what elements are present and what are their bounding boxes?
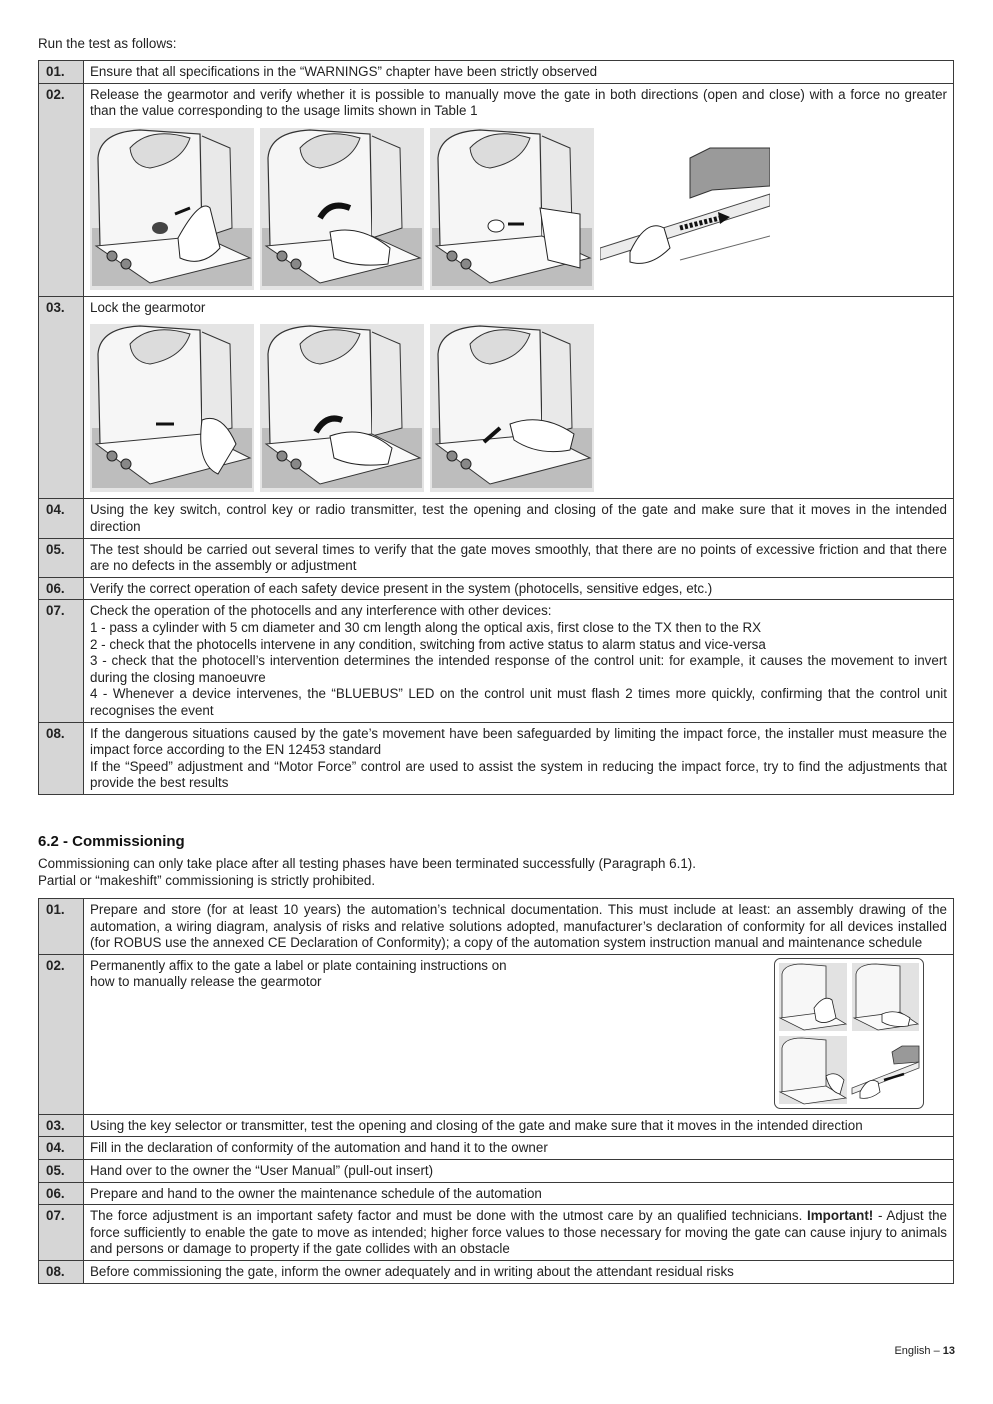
step-line: The test should be carried out several times to verify that the gate moves smoothly, that there are no points of excessive friction and that there are no defects in the assembly or adjustment [90, 541, 947, 574]
step-text: Using the key selector or transmitter, test the opening and closing of the gate and make sure that it moves in the intended direction [84, 1114, 954, 1137]
important-label: Important! [807, 1208, 874, 1224]
step-number: 04. [39, 1137, 84, 1160]
table-row [39, 1260, 954, 1283]
step-number: 06. [39, 1182, 84, 1205]
table-row [39, 1182, 954, 1205]
step-line: 1 - pass a cylinder with 5 cm diameter and 30 cm length along the optical axis, first close to the TX then to the RX [90, 619, 762, 635]
section-heading: 6.2 - Commissioning [38, 833, 185, 850]
step-line: 3 - check that the photocell’s intervention determines the intended response of the control unit: for example, it causes the movement to invert during the closing manoeuvre [90, 653, 947, 685]
step-text [84, 296, 954, 499]
step-text: Hand over to the owner the “User Manual” (pull-out insert) [84, 1159, 954, 1182]
step-line: 2 - check that the photocells intervene in any condition, switching from active status to alarm status and vice-versa [90, 636, 766, 652]
step-number: 07. [39, 1205, 84, 1261]
gearmotor-lock-illustration-3 [430, 324, 594, 492]
testing-steps-table [38, 60, 954, 795]
step-number: 08. [39, 722, 84, 794]
step-text-part: - Adjust the force sufficiently to enable the gate to move as intended; higher force values to those necessary for moving the gate can cause injury to animals and persons or damage to property if the gate collides with an obstacle [90, 1208, 947, 1257]
step-line: 4 - Whenever a device intervenes, the “BLUEBUS” LED on the control unit must flash 2 times more quickly, confirming that the control unit recognises the event [90, 686, 947, 718]
table-row [39, 899, 954, 955]
step-line: Using the key switch, control key or radio transmitter, test the opening and closing of the gate and make sure that it moves in the intended direction [90, 502, 947, 534]
step-text-label: Permanently affix to the gate a label or plate containing instructions on how to manually release the gearmotor [90, 957, 507, 990]
gearmotor-release-illustration-1 [90, 128, 254, 290]
gearmotor-release-illustration-2 [260, 128, 424, 290]
step-line: If the “Speed” adjustment and “Motor Force” control are used to assist the system in reducing the impact force, try to find the adjustments that provide the best results [90, 758, 947, 791]
table-row [39, 1159, 954, 1182]
table-row [39, 1205, 954, 1261]
table-row [39, 83, 954, 296]
step-text [84, 61, 954, 84]
step-number: 04. [39, 499, 84, 538]
step-line: Lock the gearmotor [90, 299, 206, 315]
step-line: Ensure that all specifications in the “WARNINGS” chapter have been strictly observed [90, 64, 598, 79]
table-row [39, 538, 954, 577]
step-text [84, 1205, 954, 1261]
step-text [84, 577, 954, 600]
step-line: If the dangerous situations caused by the gate’s movement have been safeguarded by limiting the impact force, the installer must measure the impact force according to the EN 12453 standard [90, 725, 947, 758]
page-footer [894, 1343, 955, 1360]
gearmotor-release-illustration-3 [430, 128, 594, 290]
commissioning-paragraph: Commissioning can only take place after all testing phases have been terminated successfully (Paragraph 6.1). [38, 856, 696, 871]
step-number: 05. [39, 538, 84, 577]
table-row [39, 61, 954, 84]
step-text: Fill in the declaration of conformity of the automation and hand it to the owner [84, 1137, 954, 1160]
table-row [39, 499, 954, 538]
step-text [84, 499, 954, 538]
page-number: 13 [942, 1345, 955, 1357]
step-number: 07. [39, 600, 84, 722]
footer-language: English – [894, 1345, 943, 1357]
lock-illustrations [90, 324, 947, 492]
step-text: Prepare and hand to the owner the maintenance schedule of the automation [84, 1182, 954, 1205]
step-number: 08. [39, 1260, 84, 1283]
step-number: 06. [39, 577, 84, 600]
gearmotor-lock-illustration-2 [260, 324, 424, 492]
step-number: 01. [39, 61, 84, 84]
step-line: Release the gearmotor and verify whether it is possible to manually move the gate in both directions (open and close) with a force no greater than the value corresponding to the usage limits shown in Table 1 [90, 86, 947, 119]
step-number: 03. [39, 1114, 84, 1137]
release-instructions-label-illustration [774, 958, 924, 1109]
intro-text: Run the test as follows: [38, 36, 177, 51]
table-row [39, 722, 954, 794]
step-number: 02. [39, 954, 84, 1114]
release-illustrations [90, 128, 947, 290]
gate-manual-push-illustration [600, 128, 770, 290]
table-row [39, 577, 954, 600]
table-row [39, 954, 954, 1114]
step-number: 05. [39, 1159, 84, 1182]
step-line: Verify the correct operation of each safety device present in the system (photocells, sensitive edges, etc.) [90, 580, 713, 596]
step-line: Check the operation of the photocells and any interference with other devices: [90, 603, 552, 619]
step-number: 03. [39, 296, 84, 499]
table-row [39, 600, 954, 722]
gearmotor-lock-illustration-1 [90, 324, 254, 492]
table-row [39, 296, 954, 499]
step-text [84, 83, 954, 296]
step-text [84, 954, 954, 1114]
commissioning-paragraph: Partial or “makeshift” commissioning is strictly prohibited. [38, 873, 376, 888]
step-text: Prepare and store (for at least 10 years) the automation’s technical documentation. This must include at least: an assembly drawing of the automation, a wiring diagram, analysis of risks and relative solutions adopted, manufacturer’s declaration of conformity for all devices installed (for ROBUS use the annexed CE Declaration of Conformity); a copy of the automation system instruction manual and maintenance schedule [84, 899, 954, 955]
step-text [84, 600, 954, 722]
step-text [84, 538, 954, 577]
commissioning-steps-table [38, 898, 954, 1284]
step-text [84, 722, 954, 794]
step-text-part: The force adjustment is an important safety factor and must be done with the utmost care by an qualified technicians. [90, 1208, 808, 1224]
step-number: 02. [39, 83, 84, 296]
step-text: Before commissioning the gate, inform the owner adequately and in writing about the attendant residual risks [84, 1260, 954, 1283]
step-number: 01. [39, 899, 84, 955]
table-row [39, 1114, 954, 1137]
table-row [39, 1137, 954, 1160]
